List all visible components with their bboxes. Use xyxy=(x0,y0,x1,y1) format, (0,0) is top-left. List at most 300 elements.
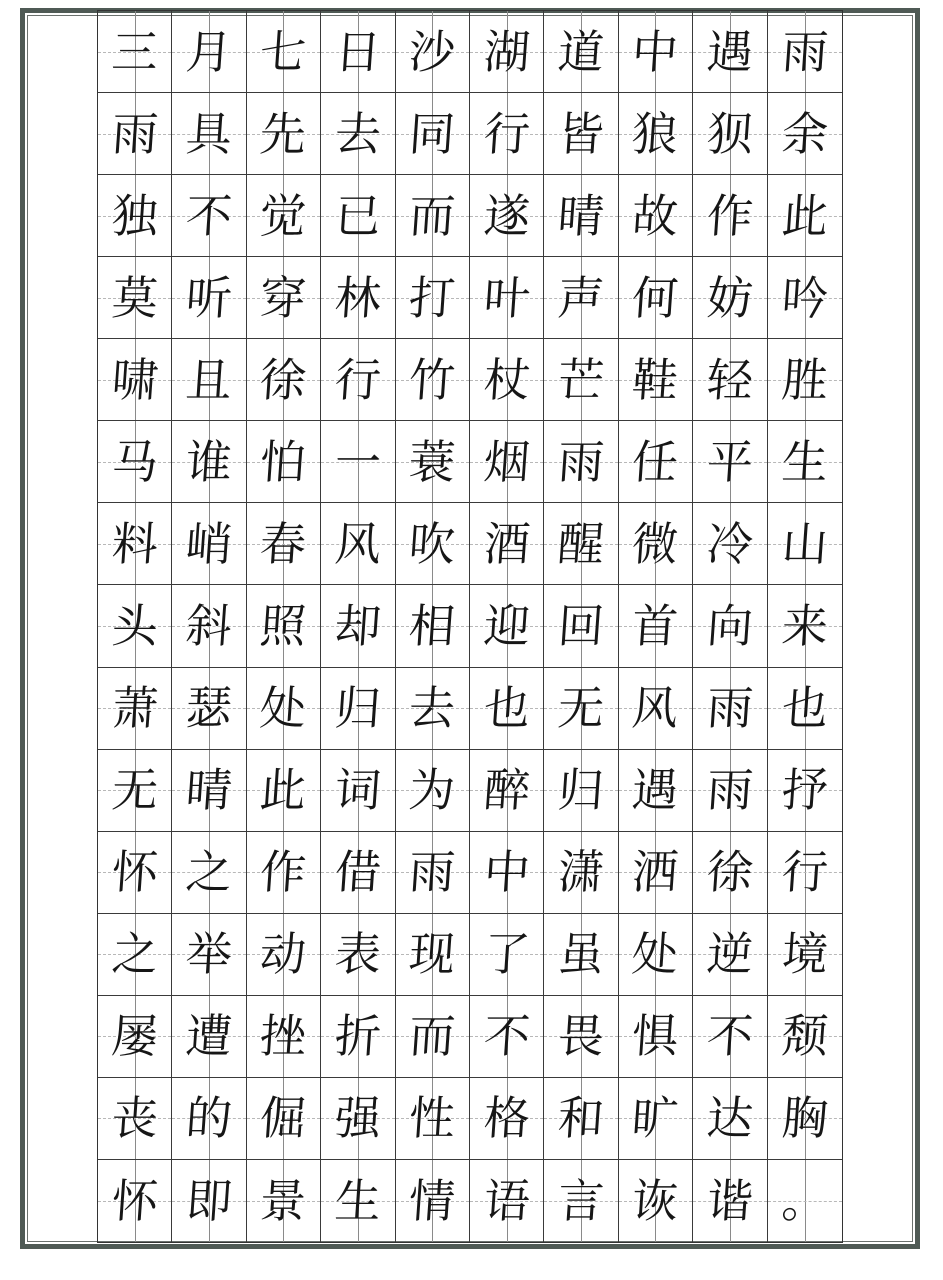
grid-cell xyxy=(470,585,544,667)
handwritten-character: 皆 xyxy=(556,106,606,161)
grid-cell xyxy=(98,175,172,257)
grid-cell xyxy=(98,421,172,503)
handwritten-character: 胜 xyxy=(779,352,830,407)
handwritten-character: 不 xyxy=(705,1009,755,1064)
handwritten-character: 晴 xyxy=(556,188,606,243)
grid-cell xyxy=(470,503,544,585)
grid-cell xyxy=(693,339,767,421)
grid-cell xyxy=(172,750,246,832)
grid-cell xyxy=(247,93,321,175)
handwritten-character: 强 xyxy=(333,1091,383,1146)
handwritten-character: 月 xyxy=(184,24,234,79)
handwritten-character: 谁 xyxy=(184,434,234,489)
grid-cell xyxy=(768,11,842,93)
handwritten-character: 冷 xyxy=(705,516,755,571)
handwritten-character: 行 xyxy=(779,845,830,900)
handwritten-character: 作 xyxy=(705,188,755,243)
grid-cell xyxy=(172,996,246,1078)
grid-cell xyxy=(693,1078,767,1160)
handwritten-character: 情 xyxy=(407,1173,458,1228)
grid-cell xyxy=(321,750,395,832)
grid-cell xyxy=(247,1078,321,1160)
handwritten-character: 也 xyxy=(779,681,830,736)
handwritten-character: 七 xyxy=(258,24,309,79)
handwritten-character: 头 xyxy=(109,598,160,653)
grid-cell xyxy=(470,832,544,914)
grid-cell xyxy=(470,1078,544,1160)
handwritten-character: 而 xyxy=(407,1009,458,1064)
handwritten-character: 啸 xyxy=(109,352,160,407)
handwritten-character: 怀 xyxy=(109,845,160,900)
grid-cell xyxy=(321,421,395,503)
handwritten-character: 雨 xyxy=(705,763,755,818)
grid-cell xyxy=(396,11,470,93)
handwritten-character: 境 xyxy=(779,927,830,982)
grid-cell xyxy=(247,914,321,996)
grid-cell xyxy=(98,914,172,996)
grid-cell xyxy=(247,175,321,257)
grid-cell xyxy=(172,93,246,175)
handwritten-character: 胸 xyxy=(779,1091,830,1146)
grid-cell xyxy=(172,421,246,503)
handwritten-character: 去 xyxy=(407,681,458,736)
handwritten-character: 鞋 xyxy=(630,352,681,407)
grid-cell xyxy=(693,421,767,503)
grid-cell xyxy=(396,1160,470,1242)
grid-cell xyxy=(396,93,470,175)
handwritten-character: 遇 xyxy=(630,763,681,818)
handwritten-character: 举 xyxy=(184,927,234,982)
handwritten-character: 洒 xyxy=(630,845,681,900)
grid-cell xyxy=(544,503,618,585)
handwritten-character: 性 xyxy=(407,1091,458,1146)
handwritten-character: 之 xyxy=(184,845,234,900)
grid-cell xyxy=(768,93,842,175)
calligraphy-grid xyxy=(97,10,843,1243)
grid-cell xyxy=(768,1078,842,1160)
grid-cell xyxy=(172,1160,246,1242)
grid-cell xyxy=(321,668,395,750)
grid-cell xyxy=(544,914,618,996)
handwritten-character: 。 xyxy=(779,1173,830,1228)
handwritten-character: 何 xyxy=(630,270,681,325)
handwritten-character: 挫 xyxy=(258,1009,309,1064)
grid-cell xyxy=(544,668,618,750)
grid-cell xyxy=(693,503,767,585)
handwritten-character: 雨 xyxy=(109,106,160,161)
handwritten-character: 无 xyxy=(109,763,160,818)
handwritten-character: 独 xyxy=(109,188,160,243)
handwritten-character: 词 xyxy=(333,763,383,818)
handwritten-character: 迎 xyxy=(481,598,532,653)
handwritten-character: 湖 xyxy=(481,24,532,79)
grid-cell xyxy=(693,750,767,832)
handwritten-character: 归 xyxy=(556,763,606,818)
grid-cell xyxy=(544,11,618,93)
handwritten-character: 道 xyxy=(556,24,606,79)
grid-cell xyxy=(693,832,767,914)
handwritten-character: 雨 xyxy=(779,24,830,79)
handwritten-character: 沙 xyxy=(407,24,458,79)
handwritten-character: 怀 xyxy=(109,1173,160,1228)
grid-cell xyxy=(768,257,842,339)
grid-cell xyxy=(619,1160,693,1242)
handwritten-character: 照 xyxy=(258,598,309,653)
handwritten-character: 同 xyxy=(407,106,458,161)
grid-cell xyxy=(321,996,395,1078)
handwritten-character: 雨 xyxy=(556,434,606,489)
handwritten-character: 徐 xyxy=(705,845,755,900)
handwritten-character: 山 xyxy=(779,516,830,571)
handwritten-character: 旷 xyxy=(630,1091,681,1146)
handwritten-character: 屡 xyxy=(109,1009,160,1064)
grid-cell xyxy=(544,257,618,339)
handwritten-character: 折 xyxy=(333,1009,383,1064)
handwritten-character: 诙 xyxy=(630,1173,681,1228)
handwritten-character: 语 xyxy=(481,1173,532,1228)
grid-cell xyxy=(172,1078,246,1160)
grid-cell xyxy=(321,914,395,996)
grid-cell xyxy=(768,996,842,1078)
handwritten-character: 之 xyxy=(109,927,160,982)
handwritten-character: 雨 xyxy=(705,681,755,736)
handwritten-character: 具 xyxy=(184,106,234,161)
grid-cell xyxy=(321,257,395,339)
handwritten-character: 作 xyxy=(258,845,309,900)
grid-cell xyxy=(470,339,544,421)
handwritten-character: 萧 xyxy=(109,681,160,736)
handwritten-character: 倔 xyxy=(258,1091,309,1146)
handwritten-character: 春 xyxy=(258,516,309,571)
handwritten-character: 处 xyxy=(630,927,681,982)
grid-cell xyxy=(619,1078,693,1160)
grid-cell xyxy=(768,421,842,503)
handwritten-character: 声 xyxy=(556,270,606,325)
handwritten-character: 了 xyxy=(481,927,532,982)
handwritten-character: 首 xyxy=(630,598,681,653)
grid-cell xyxy=(693,996,767,1078)
handwritten-character: 逆 xyxy=(705,927,755,982)
grid-cell xyxy=(619,11,693,93)
grid-cell xyxy=(396,175,470,257)
grid-cell xyxy=(619,996,693,1078)
grid-cell xyxy=(172,832,246,914)
handwritten-character: 怕 xyxy=(258,434,309,489)
grid-cell xyxy=(470,668,544,750)
handwritten-character: 去 xyxy=(333,106,383,161)
handwritten-character: 的 xyxy=(184,1091,234,1146)
grid-cell xyxy=(321,503,395,585)
handwritten-character: 行 xyxy=(481,106,532,161)
grid-cell xyxy=(247,339,321,421)
handwritten-character: 却 xyxy=(333,598,383,653)
grid-cell xyxy=(693,914,767,996)
grid-cell xyxy=(693,175,767,257)
handwritten-character: 遂 xyxy=(481,188,532,243)
handwritten-character: 叶 xyxy=(481,270,532,325)
grid-cell xyxy=(396,503,470,585)
grid-cell xyxy=(247,1160,321,1242)
handwritten-character: 斜 xyxy=(184,598,234,653)
handwritten-character: 和 xyxy=(556,1091,606,1146)
grid-cell xyxy=(768,339,842,421)
handwritten-character: 三 xyxy=(109,24,160,79)
handwritten-character: 此 xyxy=(779,188,830,243)
grid-cell xyxy=(544,996,618,1078)
grid-cell xyxy=(768,175,842,257)
grid-cell xyxy=(693,585,767,667)
grid-cell xyxy=(693,257,767,339)
grid-cell xyxy=(768,668,842,750)
grid-cell xyxy=(544,421,618,503)
grid-cell xyxy=(470,750,544,832)
grid-cell xyxy=(619,93,693,175)
grid-cell xyxy=(544,175,618,257)
grid-cell xyxy=(544,339,618,421)
handwritten-character: 且 xyxy=(184,352,234,407)
grid-cell xyxy=(172,175,246,257)
grid-cell xyxy=(172,11,246,93)
handwritten-character: 徐 xyxy=(258,352,309,407)
grid-cell xyxy=(396,832,470,914)
handwritten-character: 抒 xyxy=(779,763,830,818)
handwritten-character: 吟 xyxy=(779,270,830,325)
handwritten-character: 言 xyxy=(556,1173,606,1228)
handwritten-character: 吹 xyxy=(407,516,458,571)
grid-cell xyxy=(98,750,172,832)
handwritten-character: 任 xyxy=(630,434,681,489)
grid-cell xyxy=(247,750,321,832)
handwritten-character: 听 xyxy=(184,270,234,325)
grid-cell xyxy=(321,175,395,257)
handwritten-character: 无 xyxy=(556,681,606,736)
grid-cell xyxy=(544,1160,618,1242)
handwritten-character: 即 xyxy=(184,1173,234,1228)
grid-cell xyxy=(247,257,321,339)
handwritten-character: 一 xyxy=(333,434,383,489)
grid-cell xyxy=(544,750,618,832)
grid-cell xyxy=(544,585,618,667)
handwritten-character: 遭 xyxy=(184,1009,234,1064)
handwritten-character: 妨 xyxy=(705,270,755,325)
grid-cell xyxy=(396,914,470,996)
handwritten-character: 先 xyxy=(258,106,309,161)
handwritten-character: 芒 xyxy=(556,352,606,407)
handwritten-character: 风 xyxy=(630,681,681,736)
grid-cell xyxy=(619,175,693,257)
handwritten-character: 丧 xyxy=(109,1091,160,1146)
handwritten-character: 平 xyxy=(705,434,755,489)
grid-cell xyxy=(693,1160,767,1242)
handwritten-character: 回 xyxy=(556,598,606,653)
handwritten-character: 烟 xyxy=(481,434,532,489)
handwritten-character: 竹 xyxy=(407,352,458,407)
grid-cell xyxy=(768,832,842,914)
grid-cell xyxy=(98,1160,172,1242)
handwritten-character: 来 xyxy=(779,598,830,653)
grid-cell xyxy=(321,585,395,667)
handwritten-character: 借 xyxy=(333,845,383,900)
grid-cell xyxy=(768,503,842,585)
handwritten-character: 中 xyxy=(630,24,681,79)
grid-cell xyxy=(321,11,395,93)
grid-cell xyxy=(172,257,246,339)
grid-cell xyxy=(247,996,321,1078)
grid-cell xyxy=(172,668,246,750)
handwritten-character: 余 xyxy=(779,106,830,161)
grid-cell xyxy=(396,585,470,667)
grid-cell xyxy=(321,1160,395,1242)
grid-cell xyxy=(98,93,172,175)
grid-cell xyxy=(396,1078,470,1160)
grid-cell xyxy=(470,257,544,339)
handwritten-character: 此 xyxy=(258,763,309,818)
grid-cell xyxy=(98,585,172,667)
grid-cell xyxy=(98,339,172,421)
handwritten-character: 不 xyxy=(184,188,234,243)
handwritten-character: 已 xyxy=(333,188,383,243)
handwritten-character: 畏 xyxy=(556,1009,606,1064)
grid-cell xyxy=(619,503,693,585)
handwritten-character: 达 xyxy=(705,1091,755,1146)
handwritten-character: 瑟 xyxy=(184,681,234,736)
handwritten-character: 谐 xyxy=(705,1173,755,1228)
handwritten-character: 不 xyxy=(481,1009,532,1064)
handwritten-character: 也 xyxy=(481,681,532,736)
grid-cell xyxy=(98,832,172,914)
handwritten-character: 杖 xyxy=(481,352,532,407)
handwritten-character: 狼 xyxy=(630,106,681,161)
handwritten-character: 为 xyxy=(407,763,458,818)
grid-cell xyxy=(619,668,693,750)
grid-cell xyxy=(172,914,246,996)
handwritten-character: 遇 xyxy=(705,24,755,79)
grid-cell xyxy=(619,914,693,996)
grid-cell xyxy=(544,832,618,914)
handwritten-character: 穿 xyxy=(258,270,309,325)
grid-cell xyxy=(768,585,842,667)
grid-cell xyxy=(768,750,842,832)
handwritten-character: 微 xyxy=(630,516,681,571)
handwritten-character: 格 xyxy=(481,1091,532,1146)
grid-cell xyxy=(693,668,767,750)
handwritten-character: 归 xyxy=(333,681,383,736)
grid-cell xyxy=(396,668,470,750)
handwritten-character: 相 xyxy=(407,598,458,653)
grid-cell xyxy=(470,421,544,503)
grid-cell xyxy=(98,11,172,93)
handwritten-character: 动 xyxy=(258,927,309,982)
grid-cell xyxy=(544,93,618,175)
handwritten-character: 晴 xyxy=(184,763,234,818)
handwritten-character: 中 xyxy=(481,845,532,900)
handwritten-character: 表 xyxy=(333,927,383,982)
handwritten-character: 狈 xyxy=(705,106,755,161)
grid-cell xyxy=(768,914,842,996)
grid-cell xyxy=(98,668,172,750)
handwritten-character: 蓑 xyxy=(407,434,458,489)
grid-cell xyxy=(247,11,321,93)
grid-cell xyxy=(470,93,544,175)
grid-cell xyxy=(470,11,544,93)
grid-cell xyxy=(396,750,470,832)
handwritten-character: 酒 xyxy=(481,516,532,571)
grid-cell xyxy=(396,257,470,339)
handwritten-character: 马 xyxy=(109,434,160,489)
handwritten-character: 故 xyxy=(630,188,681,243)
handwritten-character: 虽 xyxy=(556,927,606,982)
handwritten-character: 向 xyxy=(705,598,755,653)
grid-cell xyxy=(470,996,544,1078)
grid-cell xyxy=(247,668,321,750)
handwritten-character: 景 xyxy=(258,1173,309,1228)
grid-cell xyxy=(98,257,172,339)
grid-cell xyxy=(321,1078,395,1160)
grid-cell xyxy=(619,750,693,832)
grid-cell xyxy=(619,257,693,339)
handwritten-character: 峭 xyxy=(184,516,234,571)
grid-cell xyxy=(247,503,321,585)
grid-cell xyxy=(470,175,544,257)
handwritten-character: 行 xyxy=(333,352,383,407)
handwritten-character: 处 xyxy=(258,681,309,736)
grid-cell xyxy=(98,996,172,1078)
grid-cell xyxy=(247,585,321,667)
grid-cell xyxy=(396,339,470,421)
handwritten-character: 醉 xyxy=(481,763,532,818)
handwritten-character: 风 xyxy=(333,516,383,571)
handwritten-character: 惧 xyxy=(630,1009,681,1064)
grid-cell xyxy=(247,832,321,914)
grid-cell xyxy=(321,832,395,914)
grid-cell xyxy=(172,503,246,585)
grid-cell xyxy=(247,421,321,503)
handwritten-character: 觉 xyxy=(258,188,309,243)
handwritten-character: 生 xyxy=(779,434,830,489)
grid-cell xyxy=(470,1160,544,1242)
grid-cell xyxy=(321,339,395,421)
handwritten-character: 生 xyxy=(333,1173,383,1228)
handwritten-character: 潇 xyxy=(556,845,606,900)
handwritten-character: 现 xyxy=(407,927,458,982)
handwritten-character: 料 xyxy=(109,516,160,571)
grid-cell xyxy=(172,339,246,421)
grid-cell xyxy=(619,421,693,503)
handwritten-character: 轻 xyxy=(705,352,755,407)
handwritten-character: 而 xyxy=(407,188,458,243)
handwritten-character: 颓 xyxy=(779,1009,830,1064)
handwritten-character: 莫 xyxy=(109,270,160,325)
grid-cell xyxy=(98,1078,172,1160)
grid-cell xyxy=(619,585,693,667)
grid-cell xyxy=(321,93,395,175)
handwritten-character: 日 xyxy=(333,24,383,79)
grid-cell xyxy=(172,585,246,667)
grid-cell xyxy=(768,1160,842,1242)
handwritten-character: 雨 xyxy=(407,845,458,900)
grid-cell xyxy=(98,503,172,585)
grid-cell xyxy=(693,11,767,93)
handwritten-character: 醒 xyxy=(556,516,606,571)
handwritten-character: 林 xyxy=(333,270,383,325)
grid-cell xyxy=(619,832,693,914)
grid-cell xyxy=(619,339,693,421)
grid-cell xyxy=(396,996,470,1078)
grid-cell xyxy=(693,93,767,175)
grid-cell xyxy=(470,914,544,996)
grid-cell xyxy=(396,421,470,503)
grid-cell xyxy=(544,1078,618,1160)
